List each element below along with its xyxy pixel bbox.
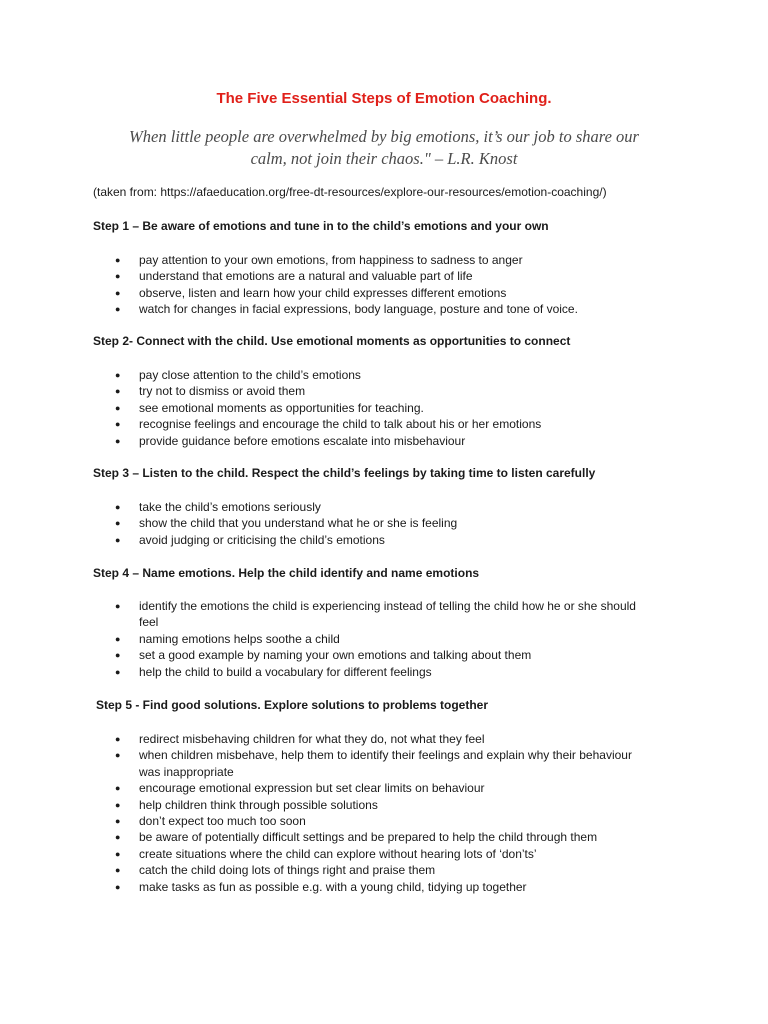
list-item: ● help the child to build a vocabulary for different feelings: [115, 664, 432, 679]
list-item: ● create situations where the child can explore without hearing lots of ‘don’ts’: [115, 846, 537, 861]
list-item: ● try not to dismiss or avoid them: [115, 384, 306, 399]
bullet-icon: ●: [115, 402, 121, 413]
bullet-icon: ●: [115, 419, 121, 430]
bullet-icon: ●: [115, 832, 121, 843]
list-item: ● see emotional moments as opportunities for teaching.: [115, 400, 424, 415]
list-item: ● pay close attention to the child’s emotions: [115, 368, 361, 382]
bullet-icon: ●: [115, 816, 121, 827]
list-item: ● when children misbehave, help them to identify their feelings and explain why their behaviour was inappropriate: [115, 748, 632, 779]
quote-line-1: When little people are overwhelmed by big emotions, it’s our job to share our: [129, 127, 639, 146]
list-item: ● provide guidance before emotions escalate into misbehaviour: [115, 433, 466, 448]
quote-line-2: calm, not join their chaos." – L.R. Knost: [250, 149, 518, 168]
bullet-icon: ●: [115, 881, 121, 892]
list-item: ● avoid judging or criticising the child’s emotions: [115, 532, 385, 547]
list-item: ● recognise feelings and encourage the child to talk about his or her emotions: [115, 417, 542, 432]
bullet-icon: ●: [115, 750, 121, 761]
step-1-heading: Step 1 – Be aware of emotions and tune in to the child’s emotions and your own: [93, 219, 549, 233]
list-item: ● naming emotions helps soothe a child: [115, 631, 340, 646]
list-item: ● help children think through possible solutions: [115, 797, 378, 812]
step-5-heading: Step 5 - Find good solutions. Explore solutions to problems together: [96, 698, 489, 712]
list-item: ● watch for changes in facial expressions, body language, posture and tone of voice.: [115, 302, 578, 317]
bullet-icon: ●: [115, 734, 121, 744]
step-2-list: [93, 367, 653, 449]
list-item: ● be aware of potentially difficult settings and be prepared to help the child through them: [115, 830, 598, 845]
bullet-icon: ●: [115, 783, 121, 794]
bullet-icon: ●: [115, 666, 121, 677]
list-item: ● observe, listen and learn how your child expresses different emotions: [115, 285, 507, 300]
list-item: ● encourage emotional expression but set clear limits on behaviour: [115, 781, 485, 796]
bullet-icon: ●: [115, 848, 121, 859]
bullet-icon: ●: [115, 534, 121, 545]
list-item: ● make tasks as fun as possible e.g. with a young child, tidying up together: [115, 879, 527, 894]
bullet-icon: ●: [115, 502, 121, 512]
bullet-icon: ●: [115, 287, 121, 298]
list-item: ● take the child’s emotions seriously: [115, 500, 321, 514]
list-item: ● understand that emotions are a natural and valuable part of life: [115, 269, 473, 284]
step-2-heading: Step 2- Connect with the child. Use emotional moments as opportunities to connect: [93, 334, 571, 348]
bullet-icon: ●: [115, 518, 121, 529]
list-item: ● identify the emotions the child is experiencing instead of telling the child how he or she should feel: [115, 599, 636, 630]
source-note: (taken from: https://afaeducation.org/free-dt-resources/explore-our-resources/emotion-coaching/): [93, 185, 607, 199]
list-item: ● catch the child doing lots of things right and praise them: [115, 863, 436, 878]
list-item: ● don’t expect too much too soon: [115, 814, 306, 829]
bullet-icon: ●: [115, 799, 121, 810]
bullet-icon: ●: [115, 650, 121, 661]
list-item: ● pay attention to your own emotions, from happiness to sadness to anger: [115, 253, 523, 267]
bullet-icon: ●: [115, 435, 121, 446]
bullet-icon: ●: [115, 255, 121, 265]
step-4-list: [93, 598, 653, 680]
bullet-icon: ●: [115, 633, 121, 644]
quote: [80, 126, 688, 170]
step-1-list: [93, 252, 653, 318]
list-item: ● show the child that you understand what he or she is feeling: [115, 516, 458, 531]
step-3-heading: Step 3 – Listen to the child. Respect the child’s feelings by taking time to listen carefully: [93, 466, 596, 480]
step-3-list: [93, 499, 653, 548]
bullet-icon: ●: [115, 601, 121, 611]
bullet-icon: ●: [115, 304, 121, 315]
step-4-heading: Step 4 – Name emotions. Help the child identify and name emotions: [93, 566, 480, 580]
bullet-icon: ●: [115, 386, 121, 397]
bullet-icon: ●: [115, 370, 121, 380]
bullet-icon: ●: [115, 271, 121, 282]
list-item: ● set a good example by naming your own emotions and talking about them: [115, 648, 532, 663]
step-5-list: [93, 731, 653, 895]
list-item: ● redirect misbehaving children for what they do, not what they feel: [115, 732, 485, 746]
document-title: The Five Essential Steps of Emotion Coaching.: [216, 90, 552, 107]
bullet-icon: ●: [115, 865, 121, 876]
